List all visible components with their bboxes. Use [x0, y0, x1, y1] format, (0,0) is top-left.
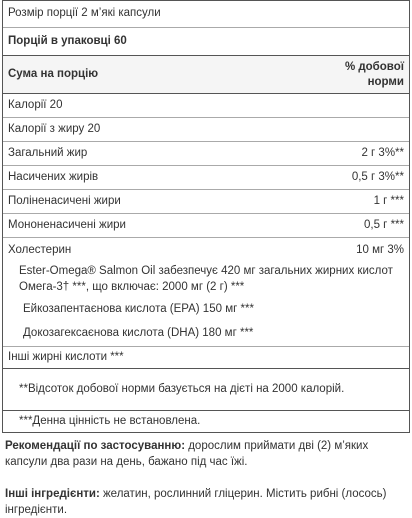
table-row — [3, 238, 409, 264]
table-row — [3, 166, 409, 190]
other-fatty-acids: Інші жирні кислоти *** — [8, 350, 124, 363]
nutrient-value: 2 г 3%** — [361, 146, 404, 159]
usage-paragraph — [0, 433, 412, 479]
nutrient-label: Насичених жирів — [8, 170, 99, 183]
usage-label: Рекомендації по застосуванню: — [5, 440, 186, 452]
other-fatty-acids-row — [3, 347, 409, 369]
table-row — [3, 142, 409, 166]
nutrient-value: 0,5 г *** — [364, 218, 404, 231]
servings-per-container-row — [3, 28, 409, 56]
ester-omega-description: Ester-Omega® Salmon Oil забезпечує 420 мг загальних жирних кислот Омега-3† ***, що включає: 2000 мг (2 г) *** — [19, 265, 393, 293]
nutrient-label: Поліненасичені жири — [8, 194, 121, 207]
ingredients-text: желатин, рослинний гліцерин. Містить рибні (лосось) інгредієнти. — [5, 488, 387, 516]
table-row — [3, 190, 409, 214]
serving-size-row — [3, 1, 409, 28]
footnote-dv-row — [3, 369, 409, 411]
ingredients-label: Інші інгредієнти: — [5, 488, 100, 500]
amount-per-serving-label: Сума на порцію — [8, 67, 99, 80]
footnote-daily-value: **Відсоток добової норми базується на дієті на 2000 калорій. — [19, 382, 345, 395]
daily-value-header-line2: норми — [367, 75, 404, 88]
footnote-na-row — [3, 411, 409, 433]
dha-row: Докозагексаєнова кислота (DHA) 180 мг *** — [23, 327, 254, 340]
table-row — [3, 118, 409, 142]
ingredients-paragraph — [0, 479, 412, 518]
nutrient-label: Холестерин — [8, 244, 72, 257]
nutrient-value: 1 г *** — [373, 194, 404, 207]
serving-size: Розмір порції 2 м’які капсули — [8, 7, 161, 20]
nutrient-label: Загальний жир — [8, 146, 88, 159]
nutrition-table — [2, 0, 410, 433]
nutrient-value: 10 мг 3% — [356, 244, 404, 257]
table-row — [3, 94, 409, 118]
nutrient-label: Калорії з жиру 20 — [8, 122, 101, 135]
daily-value-header-line1: % добової — [344, 61, 404, 74]
nutrient-label: Калорії 20 — [8, 98, 63, 111]
nutrient-value: 0,5 г 3%** — [351, 170, 404, 183]
epa-row: Ейкозапентаєнова кислота (EPA) 150 мг *** — [23, 303, 254, 316]
footnote-not-established: ***Денна цінність не встановлена. — [19, 414, 201, 427]
servings-per-container: Порцій в упаковці 60 — [8, 34, 127, 47]
table-row — [3, 214, 409, 238]
table-header-row — [3, 56, 409, 94]
usage-text: дорослим приймати дві (2) м’яких капсули два рази на день, бажано під час їжі. — [5, 440, 369, 468]
daily-value-header — [345, 60, 404, 89]
cholesterol-block — [3, 238, 409, 347]
nutrient-label: Мононенасичені жири — [8, 218, 126, 231]
